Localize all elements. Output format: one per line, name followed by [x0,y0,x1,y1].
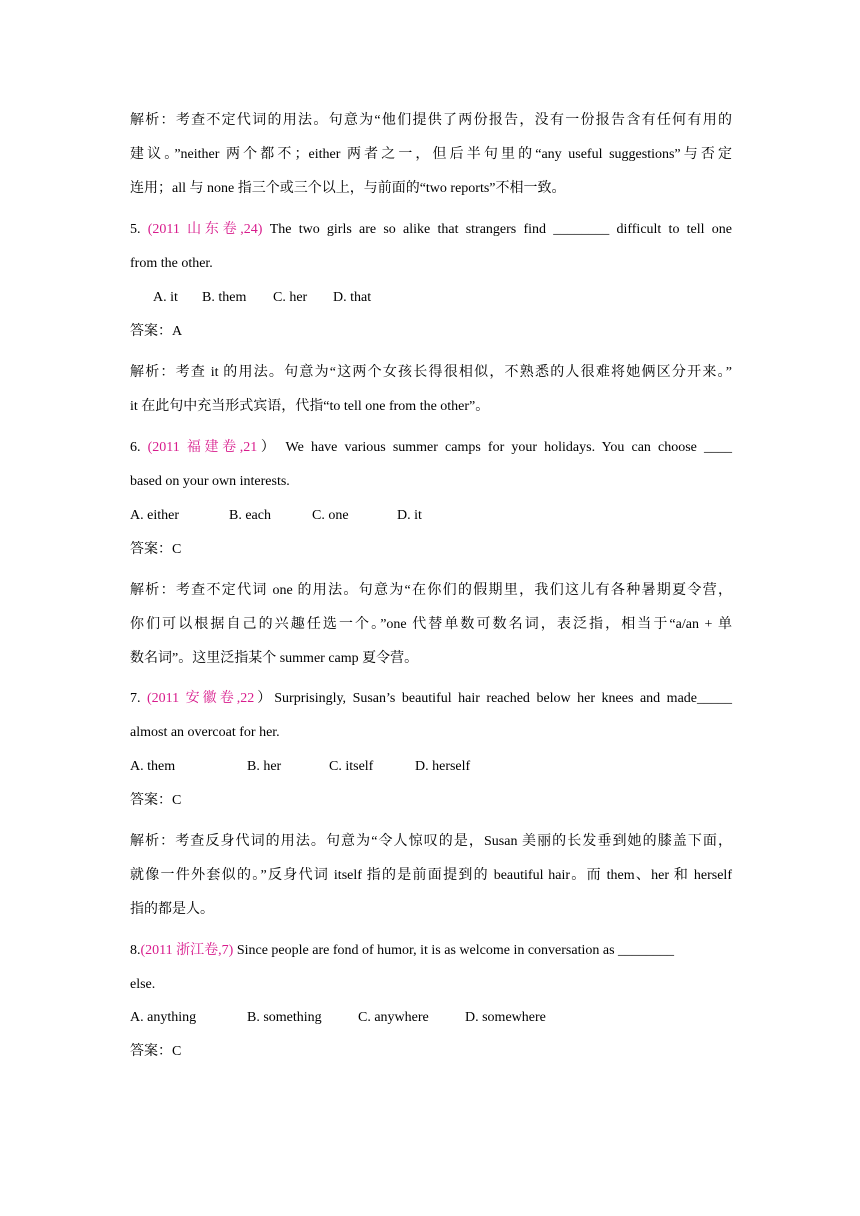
option-a: A. it [153,290,178,305]
question-source: (2011 山东卷,24) [147,222,263,237]
option-c: C. itself [329,759,374,774]
question-source: (2011 福建卷,21 [147,440,258,455]
explanation-line: it 在此句中充当形式宾语，代指“to tell one from the other”。 [130,399,490,414]
question-6-stem [130,438,732,458]
option-a: A. anything [130,1010,197,1025]
question-6-options [130,506,732,526]
answer: 答案：A [130,324,183,339]
question-7-stem-cont: almost an overcoat for her. [130,725,280,740]
question-5-options [130,288,732,308]
question-8-options [130,1008,732,1028]
question-5-stem-cont: from the other. [130,256,213,271]
answer: 答案：C [130,542,182,557]
option-c: C. anywhere [358,1010,429,1025]
explanation-line: 建议。”neither 两个都不；either 两者之一，但后半句里的“any useful suggestions”与否定 [130,147,732,162]
question-5-stem [130,220,732,240]
option-d: D. somewhere [465,1010,546,1025]
option-d: D. herself [415,759,471,774]
option-c: C. one [312,508,349,523]
question-source: (2011 安徽卷,22 [147,691,255,706]
question-text: The two girls are so alike that strangers find ________ difficult to tell one [262,222,732,237]
option-b: B. her [247,759,282,774]
answer: 答案：C [130,1044,182,1059]
explanation-line: 就像一件外套似的。”反身代词 itself 指的是前面提到的 beautiful hair。而 them、her 和 herself [130,868,732,883]
option-d: D. that [333,290,372,305]
option-b: B. each [229,508,271,523]
question-source: (2011 浙江卷,7) [140,943,234,958]
explanation-line: 解析：考查 it 的用法。句意为“这两个女孩长得很相似，不熟悉的人很难将她俩区分开来。” [130,365,732,380]
option-c: C. her [273,290,308,305]
question-7-options [130,757,732,777]
explanation-line: 指的都是人。 [130,902,214,917]
question-8-stem [130,941,732,961]
question-number: 8. [130,943,141,958]
answer: 答案：C [130,793,182,808]
explanation-line: 数名词”。这里泛指某个 summer camp 夏令营。 [130,651,419,666]
explanation-line: 解析：考查不定代词的用法。句意为“他们提供了两份报告，没有一份报告含有任何有用的 [130,113,732,128]
question-text: ） We have various summer camps for your holidays. You can choose ____ [257,440,732,455]
question-number: 6. [130,440,148,455]
question-number: 5. [130,222,148,237]
question-number: 7. [130,691,148,706]
question-text: ）Surprisingly, Susan’s beautiful hair reached below her knees and made_____ [254,691,732,706]
question-6-stem-cont: based on your own interests. [130,474,290,489]
explanation-line: 解析：考查不定代词 one 的用法。句意为“在你们的假期里，我们这儿有各种暑期夏令营， [130,583,732,598]
question-text: Since people are fond of humor, it is as welcome in conversation as ________ [233,943,675,958]
explanation-line: 连用；all 与 none 指三个或三个以上，与前面的“two reports”不相一致。 [130,181,566,196]
option-b: B. them [202,290,247,305]
option-b: B. something [247,1010,322,1025]
option-d: D. it [397,508,422,523]
question-8-stem-cont: else. [130,977,156,992]
explanation-line: 解析：考查反身代词的用法。句意为“令人惊叹的是，Susan 美丽的长发垂到她的膝盖下面， [130,834,732,849]
question-7-stem [130,689,732,709]
option-a: A. them [130,759,176,774]
explanation-line: 你们可以根据自己的兴趣任选一个。”one 代替单数可数名词，表泛指，相当于“a/an + 单 [130,617,732,632]
option-a: A. either [130,508,179,523]
